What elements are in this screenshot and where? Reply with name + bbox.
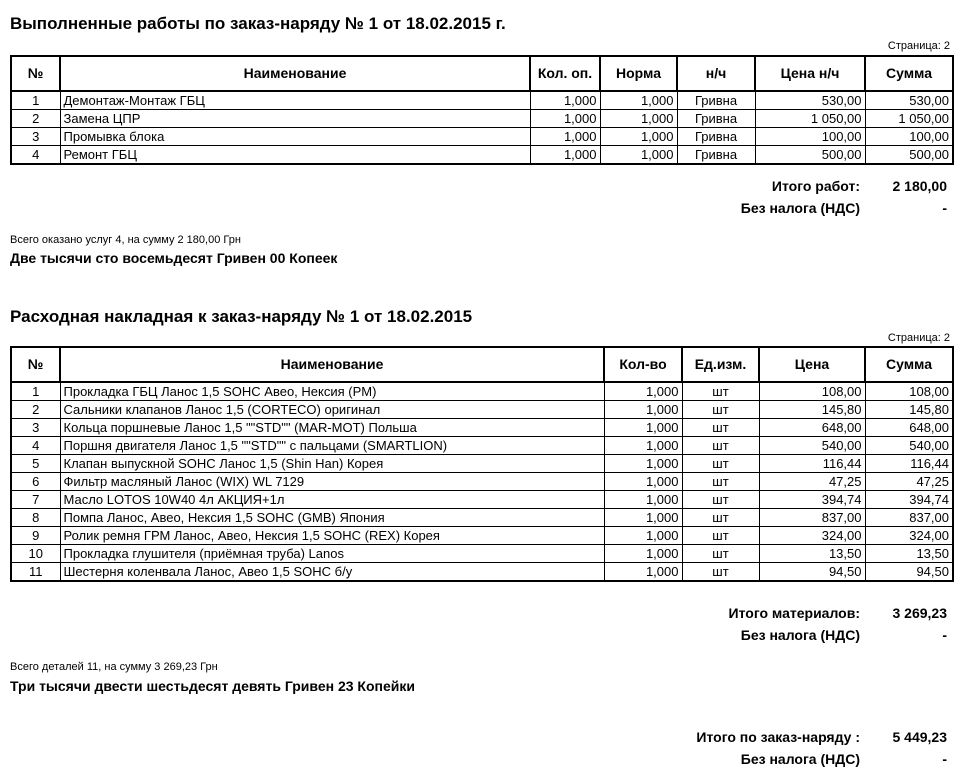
table-row [11,437,953,455]
col-sum: Сумма [865,56,953,91]
row-sum: 394,74 [865,491,953,509]
row-sum: 13,50 [865,545,953,563]
row-sum: 108,00 [865,382,953,401]
table-row [11,527,953,545]
row-price: 394,74 [759,491,865,509]
table-row [11,455,953,473]
row-unit: шт [682,382,759,401]
col-price: Цена [759,347,865,382]
materials-total-label: Итого материалов: [728,605,860,621]
row-price: 500,00 [755,146,865,165]
row-unit: шт [682,473,759,491]
table-row [11,401,953,419]
table-row [11,419,953,437]
row-number: 3 [11,128,60,146]
row-sum: 100,00 [865,128,953,146]
row-ops-qty: 1,000 [530,146,600,165]
row-price: 530,00 [755,91,865,110]
row-number: 4 [11,437,60,455]
row-ops-qty: 1,000 [530,91,600,110]
row-name: Замена ЦПР [60,110,530,128]
row-name: Кольца поршневые Ланос 1,5 ""STD"" (MAR-MOT) Польша [60,419,604,437]
row-qty: 1,000 [604,419,682,437]
row-price: 108,00 [759,382,865,401]
row-number: 2 [11,401,60,419]
row-unit: Гривна [677,91,755,110]
table-row [11,128,953,146]
materials-amount-in-words: Три тысячи двести шестьдесят девять Гривен 23 Копейки [10,678,415,694]
row-price: 13,50 [759,545,865,563]
row-unit: шт [682,455,759,473]
row-name: Прокладка ГБЦ Ланос 1,5 SOHC Авео, Нексия (PM) [60,382,604,401]
row-unit: шт [682,563,759,582]
col-name: Наименование [60,56,530,91]
works-total-value: 2 180,00 [892,178,947,194]
row-qty: 1,000 [604,401,682,419]
col-number: № [11,347,60,382]
row-unit: шт [682,509,759,527]
table-row [11,146,953,165]
row-name: Ролик ремня ГРМ Ланос, Авео, Нексия 1,5 SOHC (REX) Корея [60,527,604,545]
table-row [11,473,953,491]
row-sum: 145,80 [865,401,953,419]
materials-table [10,346,954,582]
row-number: 2 [11,110,60,128]
row-sum: 1 050,00 [865,110,953,128]
row-qty: 1,000 [604,491,682,509]
row-unit: Гривна [677,128,755,146]
row-price: 540,00 [759,437,865,455]
table-row [11,382,953,401]
row-unit: шт [682,491,759,509]
col-ops-qty: Кол. оп. [530,56,600,91]
row-name: Поршня двигателя Ланос 1,5 ""STD"" с пальцами (SMARTLION) [60,437,604,455]
row-price: 100,00 [755,128,865,146]
materials-tax-value: - [942,627,947,643]
row-qty: 1,000 [604,455,682,473]
grand-total-value: 5 449,23 [892,729,947,745]
col-name: Наименование [60,347,604,382]
materials-table-header [11,347,953,382]
materials-total-value: 3 269,23 [892,605,947,621]
row-name: Прокладка глушителя (приёмная труба) Lanos [60,545,604,563]
row-sum: 500,00 [865,146,953,165]
row-unit: шт [682,437,759,455]
row-ops-qty: 1,000 [530,128,600,146]
row-unit: шт [682,401,759,419]
row-price: 116,44 [759,455,865,473]
materials-page-number: Страница: 2 [887,332,950,344]
grand-tax-label: Без налога (НДС) [740,751,860,767]
row-qty: 1,000 [604,563,682,582]
row-number: 3 [11,419,60,437]
col-price-per-hour: Цена н/ч [755,56,865,91]
materials-tax-label: Без налога (НДС) [740,627,860,643]
col-norm: Норма [600,56,677,91]
row-number: 8 [11,509,60,527]
row-qty: 1,000 [604,382,682,401]
table-row [11,563,953,582]
row-norm: 1,000 [600,128,677,146]
row-qty: 1,000 [604,545,682,563]
row-number: 10 [11,545,60,563]
row-number: 5 [11,455,60,473]
row-name: Ремонт ГБЦ [60,146,530,165]
col-number: № [11,56,60,91]
table-row [11,91,953,110]
row-name: Шестерня коленвала Ланос, Авео 1,5 SOHC б/у [60,563,604,582]
table-row [11,491,953,509]
row-number: 1 [11,382,60,401]
row-price: 837,00 [759,509,865,527]
row-norm: 1,000 [600,146,677,165]
row-price: 47,25 [759,473,865,491]
grand-tax-value: - [942,751,947,767]
table-row [11,110,953,128]
works-table-header [11,56,953,91]
row-price: 648,00 [759,419,865,437]
grand-total-label: Итого по заказ-наряду : [696,729,860,745]
row-sum: 324,00 [865,527,953,545]
row-number: 1 [11,91,60,110]
row-number: 9 [11,527,60,545]
works-total-label: Итого работ: [771,178,860,194]
row-name: Демонтаж-Монтаж ГБЦ [60,91,530,110]
row-unit: шт [682,527,759,545]
works-page-number: Страница: 2 [887,40,950,52]
col-unit: Ед.изм. [682,347,759,382]
row-name: Помпа Ланос, Авео, Нексия 1,5 SOHC (GMB) Япония [60,509,604,527]
row-ops-qty: 1,000 [530,110,600,128]
row-sum: 530,00 [865,91,953,110]
table-row [11,545,953,563]
row-unit: шт [682,545,759,563]
row-sum: 540,00 [865,437,953,455]
row-sum: 648,00 [865,419,953,437]
row-qty: 1,000 [604,509,682,527]
row-sum: 94,50 [865,563,953,582]
row-number: 4 [11,146,60,165]
col-unit: н/ч [677,56,755,91]
row-norm: 1,000 [600,110,677,128]
col-sum: Сумма [865,347,953,382]
row-qty: 1,000 [604,437,682,455]
row-unit: Гривна [677,110,755,128]
works-tax-value: - [942,200,947,216]
materials-title: Расходная накладная к заказ-наряду № 1 от 18.02.2015 [10,307,473,326]
materials-summary: Всего деталей 11, на сумму 3 269,23 Грн [10,661,218,673]
row-name: Сальники клапанов Ланос 1,5 (CORTECO) оригинал [60,401,604,419]
row-price: 1 050,00 [755,110,865,128]
row-number: 11 [11,563,60,582]
works-amount-in-words: Две тысячи сто восемьдесят Гривен 00 Копеек [10,250,338,266]
row-qty: 1,000 [604,527,682,545]
works-tax-label: Без налога (НДС) [740,200,860,216]
row-norm: 1,000 [600,91,677,110]
row-name: Промывка блока [60,128,530,146]
row-name: Клапан выпускной SOHC Ланос 1,5 (Shin Han) Корея [60,455,604,473]
row-qty: 1,000 [604,473,682,491]
works-title: Выполненные работы по заказ-наряду № 1 от 18.02.2015 г. [10,14,506,33]
row-unit: Гривна [677,146,755,165]
row-name: Фильтр масляный Ланос (WIX) WL 7129 [60,473,604,491]
row-price: 145,80 [759,401,865,419]
row-sum: 116,44 [865,455,953,473]
row-name: Масло LOTOS 10W40 4л АКЦИЯ+1л [60,491,604,509]
row-number: 6 [11,473,60,491]
row-price: 94,50 [759,563,865,582]
row-sum: 47,25 [865,473,953,491]
row-price: 324,00 [759,527,865,545]
col-qty: Кол-во [604,347,682,382]
table-row [11,509,953,527]
row-unit: шт [682,419,759,437]
works-summary: Всего оказано услуг 4, на сумму 2 180,00 Грн [10,234,241,246]
works-table [10,55,954,165]
row-number: 7 [11,491,60,509]
row-sum: 837,00 [865,509,953,527]
